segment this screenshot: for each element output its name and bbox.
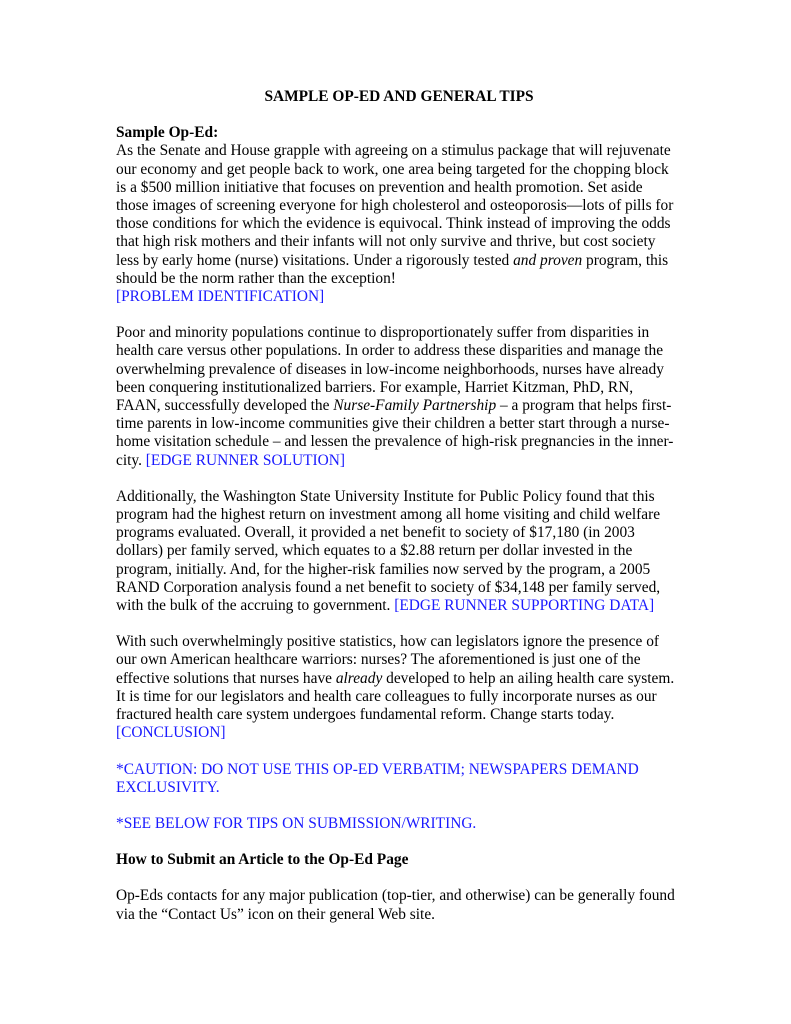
paragraph-text: Poor and minority populations continue to disproportionately suffer from disparities in health care versus other populations. In order to address these disparities and manage the overwhelming prevalence of diseases in low-income neighborhoods, nurses have already been conquering institutionalized barriers. For example, Harriet Kitzman, PhD, RN, FAAN, successfully developed the	[116, 324, 664, 415]
caution-note: *CAUTION: DO NOT USE THIS OP-ED VERBATIM; NEWSPAPERS DEMAND EXCLUSIVITY.	[116, 760, 639, 796]
submit-paragraph: Op-Eds contacts for any major publication (top-tier, and otherwise) can be generally found via the “Contact Us” icon on their general Web site.	[116, 887, 675, 923]
paragraph-problem-identification	[116, 142, 676, 306]
emphasis-text: Nurse-Family Partnership	[333, 397, 497, 415]
paragraph-text: As the Senate and House grapple with agreeing on a stimulus package that will rejuvenate our economy and get people back to work, one area being targeted for the chopping block is a $500 million initiative that focuses on prevention and health promotion. Set aside those images of screening everyone for high cholesterol and osteoporosis—lots of pills for those conditions for which the evidence is equivocal. Think instead of improving the odds that high risk mothers and their infants will not only survive and thrive, but cost society less by early home (nurse) visitations. Under a rigorously tested	[116, 142, 674, 269]
see-below-note: *SEE BELOW FOR TIPS ON SUBMISSION/WRITING.	[116, 814, 477, 832]
section-tag-conclusion: [CONCLUSION]	[116, 724, 226, 742]
paragraph-text: – a program that helps first-time parents in low-income communities give their children a better start through a nurse-home visitation schedule – and lessen the prevalence of high-risk pregnancies in the inner-city.	[116, 397, 674, 469]
emphasis-text: and proven	[513, 251, 583, 269]
submit-heading: How to Submit an Article to the Op-Ed Page	[116, 851, 409, 869]
paragraph-supporting-data	[116, 488, 676, 615]
paragraph-conclusion	[116, 633, 676, 742]
paragraph-text: program, this should be the norm rather than the exception!	[116, 251, 669, 287]
document-page	[116, 88, 676, 942]
paragraph-text: developed to help an ailing health care system. It is time for our legislators and health care colleagues to fully incorporate nurses as our fractured health care system undergoes fundamental reform. Change starts today.	[116, 669, 675, 724]
sample-op-ed-heading: Sample Op-Ed:	[116, 124, 219, 142]
section-tag-supporting-data: [EDGE RUNNER SUPPORTING DATA]	[394, 597, 655, 615]
section-tag-edge-runner-solution: [EDGE RUNNER SOLUTION]	[145, 451, 345, 469]
paragraph-text: Additionally, the Washington State University Institute for Public Policy found that this program had the highest return on investment among all home visiting and child welfare programs evaluated. Overall, it provided a net benefit to society of $17,180 (in 2003 dollars) per family served, which equates to a $2.88 return per dollar invested in the program, initially. And, for the higher-risk families now served by the program, a 2005 RAND Corporation analysis found a net benefit to society of $34,148 per family served, with the bulk of the accruing to government.	[116, 487, 661, 615]
paragraph-edge-runner-solution	[116, 324, 676, 470]
emphasis-text: already	[335, 669, 383, 687]
document-title: SAMPLE OP-ED AND GENERAL TIPS	[264, 88, 534, 105]
section-tag-problem-identification: [PROBLEM IDENTIFICATION]	[116, 288, 325, 306]
paragraph-text: With such overwhelmingly positive statistics, how can legislators ignore the presence of our own American healthcare warriors: nurses? The aforementioned is just one of the effective solutions that nurses have	[116, 633, 660, 687]
